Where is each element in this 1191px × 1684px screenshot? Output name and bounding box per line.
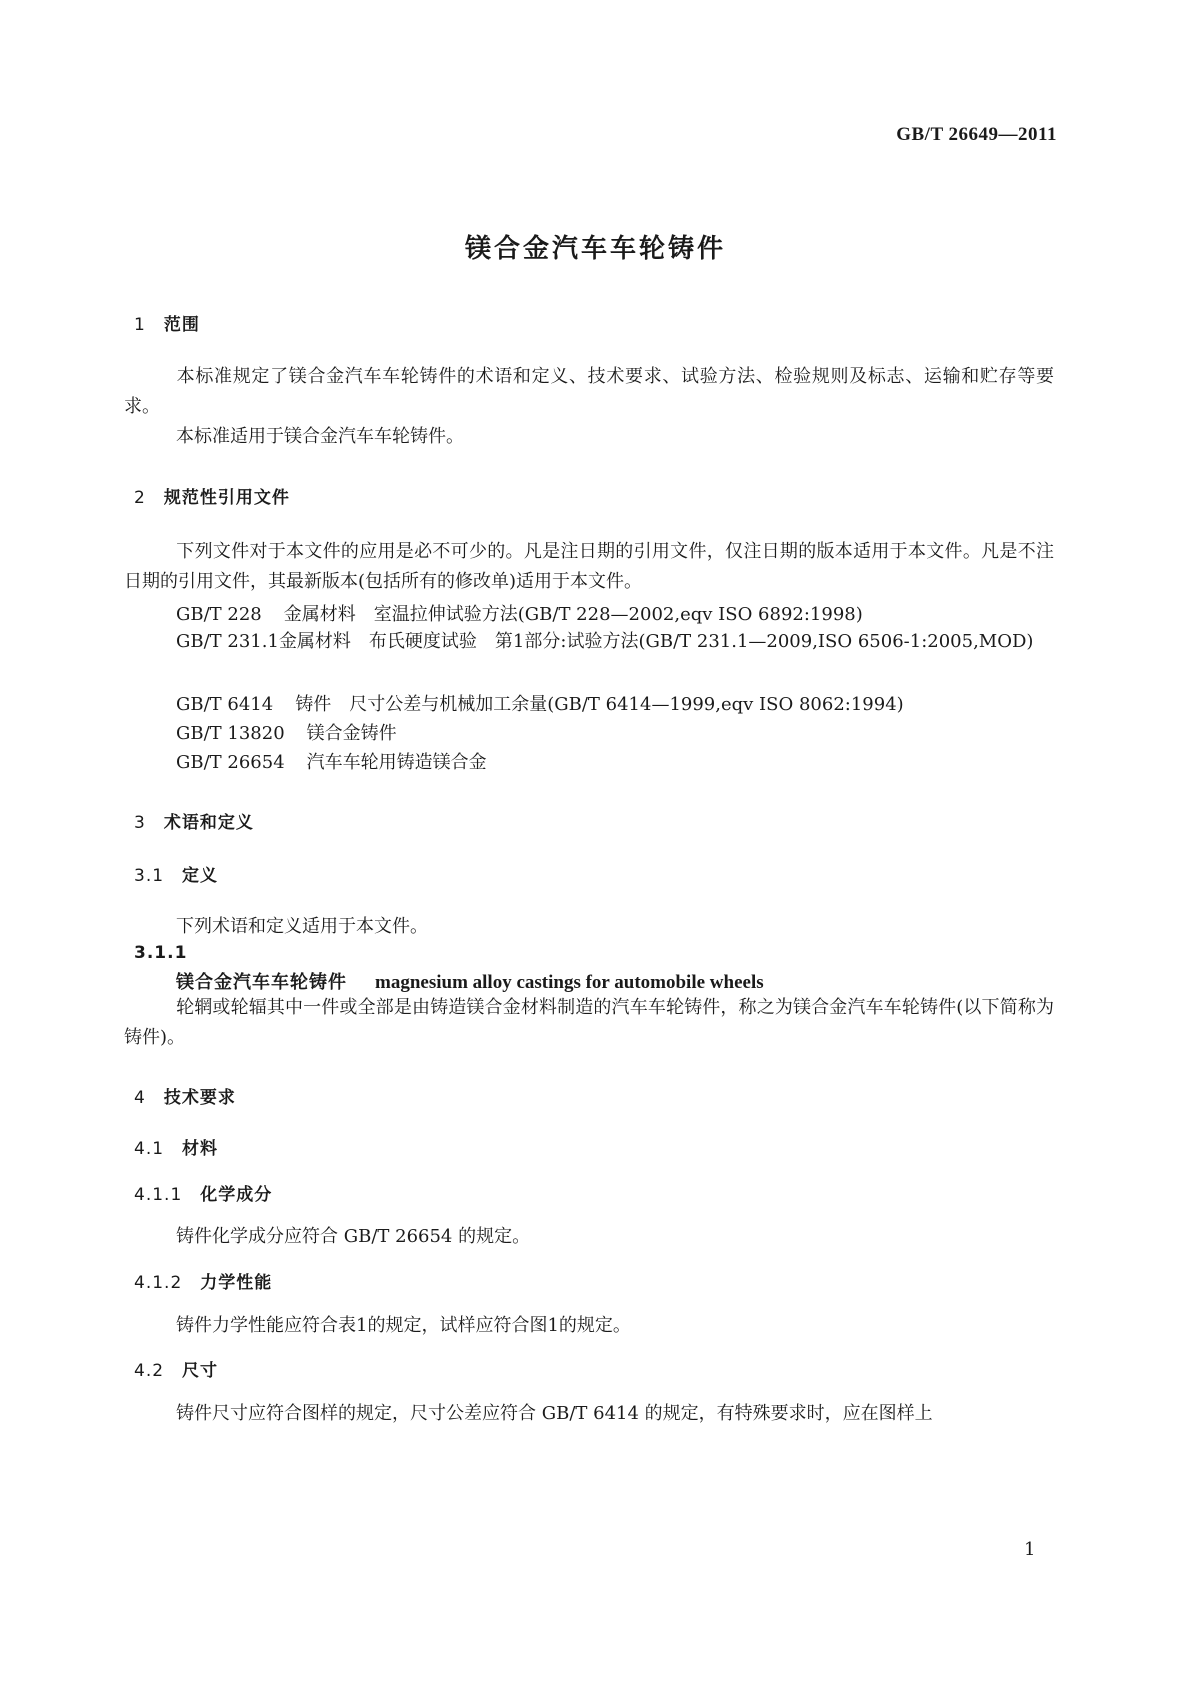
reference-code: GB/T 13820 xyxy=(176,723,285,744)
section-number: 4.1.2 xyxy=(134,1273,183,1293)
section-title: 技术要求 xyxy=(163,1088,236,1108)
section-4-1-1-heading xyxy=(134,1180,272,1205)
reference-item xyxy=(176,600,863,626)
reference-title: 铸件 尺寸公差与机械加工余量(GB/T 6414—1999,eqv ISO 8062:1994) xyxy=(295,694,904,715)
reference-title: 金属材料 布氏硬度试验 第1部分:试验方法(GB/T 231.1—2009,ISO 6506-1:2005,MOD) xyxy=(278,631,1034,652)
reference-title: 金属材料 室温拉伸试验方法(GB/T 228—2002,eqv ISO 6892:1998) xyxy=(283,604,863,625)
scope-text-2: 本标准适用于镁合金汽车车轮铸件。 xyxy=(176,426,464,447)
section-number: 1 xyxy=(134,315,146,335)
section-number: 4.2 xyxy=(134,1361,165,1381)
section-3-1-heading xyxy=(134,861,218,886)
section-3-heading xyxy=(134,808,254,833)
scope-paragraph-2 xyxy=(124,422,1054,452)
references-intro-text: 下列文件对于本文件的应用是必不可少的。凡是注日期的引用文件，仅注日期的版本适用于本文件。凡是不注日期的引用文件，其最新版本(包括所有的修改单)适用于本文件。 xyxy=(124,541,1054,592)
reference-item xyxy=(176,690,904,716)
page-number: 1 xyxy=(1024,1539,1036,1560)
section-title: 术语和定义 xyxy=(163,813,254,833)
section-number: 4.1.1 xyxy=(134,1185,183,1205)
scope-paragraph-1 xyxy=(124,362,1054,422)
mechanical-properties-text: 铸件力学性能应符合表1的规定，试样应符合图1的规定。 xyxy=(176,1315,631,1336)
term-chinese: 镁合金汽车车轮铸件 xyxy=(176,972,347,993)
chemical-composition-text: 铸件化学成分应符合 GB/T 26654 的规定。 xyxy=(176,1226,531,1247)
section-title: 尺寸 xyxy=(182,1361,219,1381)
term-definition xyxy=(124,993,1054,1053)
term-english: magnesium alloy castings for automobile wheels xyxy=(375,972,764,993)
section-title: 规范性引用文件 xyxy=(163,488,290,508)
document-title: 镁合金汽车车轮铸件 xyxy=(464,234,726,264)
section-title: 材料 xyxy=(182,1139,219,1159)
section-number: 3 xyxy=(134,813,146,833)
section-number: 3.1 xyxy=(134,866,165,886)
scope-text-1: 本标准规定了镁合金汽车车轮铸件的术语和定义、技术要求、试验方法、检验规则及标志、运输和贮存等要求。 xyxy=(124,366,1054,417)
section-1-heading xyxy=(134,310,200,335)
section-title: 定义 xyxy=(182,866,219,886)
reference-code: GB/T 26654 xyxy=(176,752,285,773)
section-4-1-heading xyxy=(134,1134,218,1159)
section-4-1-2-heading xyxy=(134,1268,272,1293)
section-number: 2 xyxy=(134,488,146,508)
reference-code: GB/T 231.1 xyxy=(176,631,279,652)
definitions-intro: 下列术语和定义适用于本文件。 xyxy=(176,916,428,937)
reference-item xyxy=(124,627,1054,657)
term-definition-text: 轮辋或轮辐其中一件或全部是由铸造镁合金材料制造的汽车车轮铸件，称之为镁合金汽车车轮铸件(以下简称为铸件)。 xyxy=(124,997,1054,1048)
reference-code: GB/T 228 xyxy=(176,604,262,625)
references-intro xyxy=(124,537,1054,597)
reference-code: GB/T 6414 xyxy=(176,694,274,715)
term-heading xyxy=(176,968,764,994)
reference-title: 镁合金铸件 xyxy=(306,723,397,744)
reference-title: 汽车车轮用铸造镁合金 xyxy=(306,752,487,773)
section-title: 力学性能 xyxy=(200,1273,273,1293)
section-number: 4 xyxy=(134,1088,146,1108)
section-title: 化学成分 xyxy=(200,1185,273,1205)
reference-item xyxy=(176,719,397,745)
term-number: 3.1.1 xyxy=(134,943,188,963)
reference-item xyxy=(176,748,487,774)
section-number: 4.1 xyxy=(134,1139,165,1159)
section-4-2-heading xyxy=(134,1356,218,1381)
standard-code: GB/T 26649—2011 xyxy=(896,124,1057,145)
section-title: 范围 xyxy=(163,315,200,335)
section-2-heading xyxy=(134,483,290,508)
section-4-heading xyxy=(134,1083,236,1108)
dimensions-text: 铸件尺寸应符合图样的规定，尺寸公差应符合 GB/T 6414 的规定，有特殊要求时，应在图样上 xyxy=(176,1403,933,1424)
